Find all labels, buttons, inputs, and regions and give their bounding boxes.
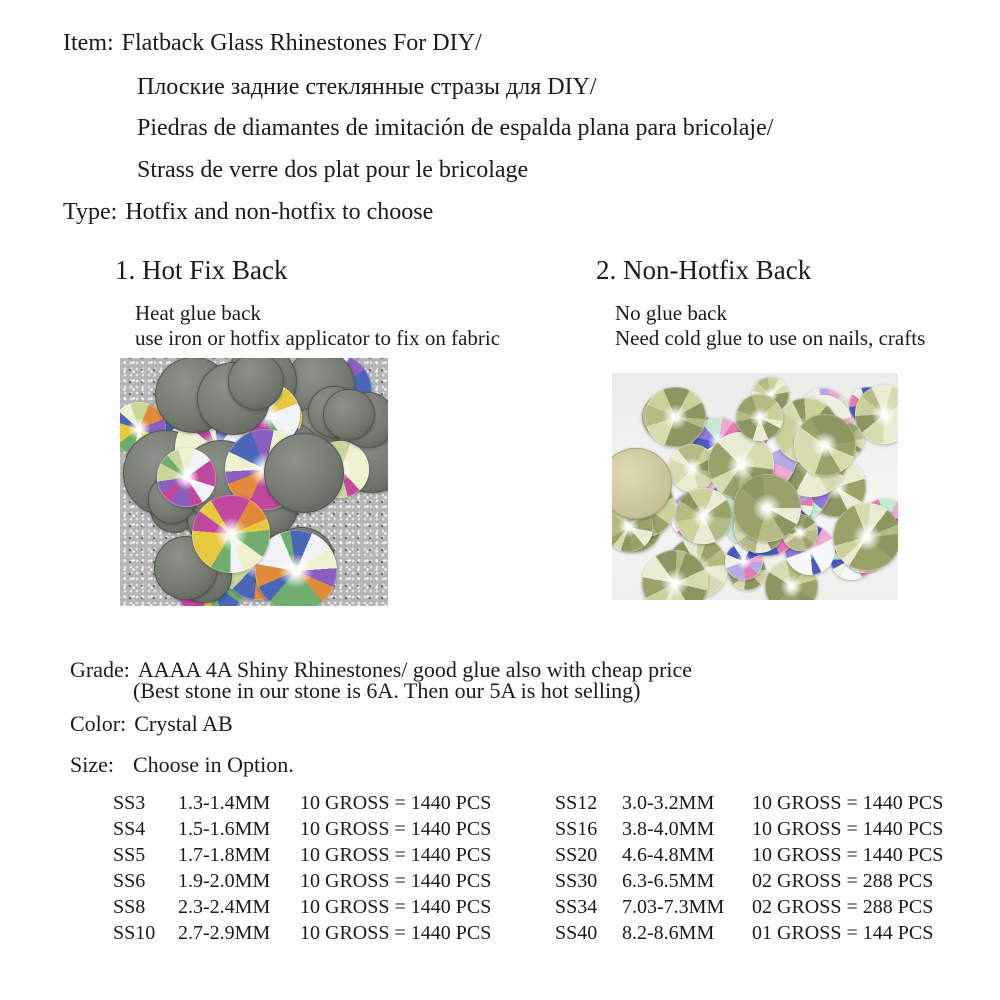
size-mm: 4.6-4.8MM [622, 844, 715, 866]
type-label: Type: [63, 199, 118, 225]
size-qty: 10 GROSS = 1440 PCS [300, 792, 492, 814]
size-mm: 6.3-6.5MM [622, 870, 715, 892]
item-label: Item: [63, 30, 114, 56]
olive-crystal-stone [733, 474, 801, 542]
size-mm: 1.9-2.0MM [178, 870, 271, 892]
grade-line [70, 659, 692, 680]
nonhotfix-desc-line1: No glue back [615, 301, 727, 325]
type-value: Hotfix and non-hotfix to choose [125, 199, 434, 225]
size-code: SS5 [113, 844, 146, 866]
size-mm: 1.7-1.8MM [178, 844, 271, 866]
size-qty: 10 GROSS = 1440 PCS [300, 844, 492, 866]
olive-crystal-stone [794, 414, 855, 475]
glue-back-stone [264, 433, 344, 513]
size-table-right [555, 790, 943, 946]
hotfix-section-title: 1. Hot Fix Back [115, 255, 288, 285]
size-code: SS16 [555, 818, 598, 840]
nonhotfix-section-title: 2. Non-Hotfix Back [596, 255, 812, 285]
size-code: SS3 [113, 792, 146, 814]
size-mm: 7.03-7.3MM [622, 896, 725, 918]
size-mm: 1.3-1.4MM [178, 792, 271, 814]
size-code: SS30 [555, 870, 598, 892]
glue-back-stone [228, 358, 284, 410]
size-qty: 10 GROSS = 1440 PCS [300, 870, 492, 892]
olive-crystal-stone [645, 387, 705, 447]
size-qty: 01 GROSS = 144 PCS [752, 922, 934, 944]
size-code: SS40 [555, 922, 598, 944]
size-mm: 8.2-8.6MM [622, 922, 715, 944]
type-line [63, 197, 433, 227]
glue-back-stone [323, 389, 375, 441]
size-code: SS10 [113, 922, 156, 944]
size-qty: 10 GROSS = 1440 PCS [300, 818, 492, 840]
color-value: Crystal AB [134, 711, 233, 736]
size-mm: 1.5-1.6MM [178, 818, 271, 840]
size-qty: 10 GROSS = 1440 PCS [752, 844, 944, 866]
item-title-en: Flatback Glass Rhinestones For DIY/ [121, 30, 482, 56]
color-label: Color: [70, 711, 127, 736]
grade-value: AAAA 4A Shiny Rhinestones/ good glue also with cheap price [137, 657, 693, 682]
size-mm: 3.8-4.0MM [622, 818, 715, 840]
item-title-es: Piedras de diamantes de imitación de espalda plana para bricolaje/ [137, 115, 774, 141]
crystal-stone [192, 495, 269, 572]
hotfix-desc-line1: Heat glue back [135, 301, 261, 325]
olive-crystal-stone [675, 488, 731, 544]
size-code: SS20 [555, 844, 598, 866]
crystal-stone [157, 448, 216, 507]
size-code: SS34 [555, 896, 598, 918]
size-qty: 10 GROSS = 1440 PCS [752, 792, 944, 814]
size-qty: 10 GROSS = 1440 PCS [300, 922, 492, 944]
size-qty: 10 GROSS = 1440 PCS [752, 818, 944, 840]
size-qty: 02 GROSS = 288 PCS [752, 870, 934, 892]
nonhotfix-desc-line2: Need cold glue to use on nails, crafts [615, 326, 926, 350]
size-value: Choose in Option. [133, 752, 294, 777]
hotfix-product-photo [120, 358, 388, 606]
item-title-fr: Strass de verre dos plat pour le bricolage [137, 157, 529, 183]
hotfix-desc-line2: use iron or hotfix applicator to fix on fabric [135, 326, 501, 350]
nonhotfix-product-photo [612, 373, 898, 600]
olive-crystal-stone [833, 503, 898, 571]
size-mm: 3.0-3.2MM [622, 792, 715, 814]
size-code: SS4 [113, 818, 146, 840]
grade-note: (Best stone in our stone is 6A. Then our 5A is hot selling) [133, 678, 641, 703]
size-qty: 02 GROSS = 288 PCS [752, 896, 934, 918]
item-title-ru: Плоские задние стеклянные стразы для DIY/ [137, 74, 597, 100]
size-code: SS8 [113, 896, 146, 918]
size-table-left [113, 790, 491, 946]
size-code: SS12 [555, 792, 598, 814]
color-line [70, 711, 233, 737]
size-line [70, 752, 294, 778]
grade-label: Grade: [70, 657, 130, 682]
size-mm: 2.7-2.9MM [178, 922, 271, 944]
olive-crystal-stone [736, 394, 783, 441]
size-label: Size: [70, 752, 114, 777]
item-line [63, 28, 482, 58]
size-qty: 10 GROSS = 1440 PCS [300, 896, 492, 918]
size-code: SS6 [113, 870, 146, 892]
size-mm: 2.3-2.4MM [178, 896, 271, 918]
